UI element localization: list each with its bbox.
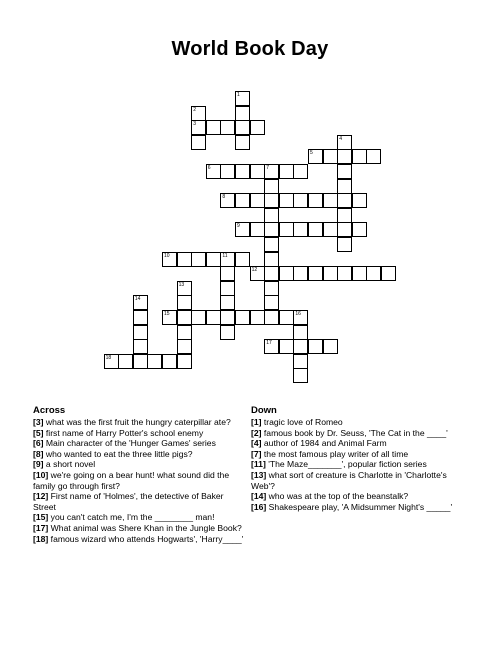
clue-number: [1] — [251, 417, 262, 427]
puzzle-title: World Book Day — [171, 38, 329, 60]
clue-number: 16 — [295, 311, 301, 317]
across-clue — [33, 417, 248, 428]
grid-cell[interactable] — [220, 193, 235, 208]
grid-cell[interactable] — [235, 310, 250, 325]
grid-cell[interactable] — [279, 266, 294, 281]
grid-cell[interactable] — [162, 354, 177, 369]
grid-cell[interactable] — [337, 135, 352, 150]
grid-cell[interactable] — [264, 222, 279, 237]
clue-text: Main character of the 'Hunger Games' series — [43, 438, 216, 449]
grid-cell[interactable] — [279, 164, 294, 179]
down-clue-list — [251, 417, 466, 512]
clue-text: 'The Maze_______', popular fiction series — [265, 459, 427, 470]
grid-cell[interactable] — [220, 266, 235, 281]
clue-number: [10] — [33, 469, 49, 480]
grid-cell[interactable] — [293, 310, 308, 325]
grid-cell[interactable] — [191, 252, 206, 267]
down-clue — [251, 470, 466, 491]
grid-cell[interactable] — [337, 222, 352, 237]
grid-cell[interactable] — [293, 354, 308, 369]
grid-cell[interactable] — [235, 135, 250, 150]
clue-text: first name of Harry Potter's school enemy — [43, 427, 204, 438]
clue-number: 8 — [222, 194, 226, 201]
grid-cell[interactable] — [308, 222, 323, 237]
down-clue — [251, 449, 466, 460]
grid-cell[interactable] — [177, 295, 192, 310]
across-clue — [33, 459, 248, 470]
grid-cell[interactable] — [162, 310, 177, 325]
grid-cell[interactable] — [118, 354, 133, 369]
grid-cell[interactable] — [235, 91, 250, 106]
grid-cell[interactable] — [352, 266, 367, 281]
grid-cell[interactable] — [264, 295, 279, 310]
clue-text: what sort of creature is Charlotte in 'Charlotte's Web'? — [251, 469, 447, 491]
grid-cell[interactable] — [177, 252, 192, 267]
clue-text: a short novel — [43, 459, 96, 470]
grid-cell[interactable] — [250, 310, 265, 325]
grid-cell[interactable] — [104, 354, 119, 369]
grid-cell[interactable] — [264, 281, 279, 296]
grid-cell[interactable] — [235, 164, 250, 179]
down-heading: Down — [251, 405, 277, 416]
grid-cell[interactable] — [308, 149, 323, 164]
clue-text: First name of 'Holmes', the detective of Baker Street — [33, 491, 224, 512]
clue-number: 14 — [134, 296, 141, 303]
across-clues — [33, 405, 248, 544]
clue-number: [13] — [251, 469, 267, 480]
down-clue — [251, 459, 466, 470]
grid-cell[interactable] — [177, 339, 192, 354]
grid-cell[interactable] — [220, 281, 235, 296]
grid-cell[interactable] — [206, 310, 221, 325]
clue-number: 7 — [266, 165, 269, 171]
down-clue — [251, 417, 466, 428]
across-clue — [33, 534, 248, 545]
clue-number: [2] — [251, 427, 262, 438]
grid-cell[interactable] — [206, 120, 221, 135]
clue-number: 12 — [251, 267, 258, 274]
grid-cell[interactable] — [337, 193, 352, 208]
clue-text: what was the first fruit the hungry caterpillar ate? — [43, 417, 231, 427]
clue-number: [4] — [251, 438, 262, 449]
grid-cell[interactable] — [352, 149, 367, 164]
grid-cell[interactable] — [337, 149, 352, 164]
grid-cell[interactable] — [235, 222, 250, 237]
grid-cell[interactable] — [323, 222, 338, 237]
grid-cell[interactable] — [264, 208, 279, 223]
grid-cell[interactable] — [293, 164, 308, 179]
clue-number: [17] — [33, 522, 49, 533]
grid-cell[interactable] — [220, 325, 235, 340]
clue-number: 1 — [237, 92, 240, 98]
grid-cell[interactable] — [279, 310, 294, 325]
clue-number: 9 — [237, 223, 240, 230]
clue-number: [12] — [33, 491, 49, 502]
grid-cell[interactable] — [220, 295, 235, 310]
clue-number: 11 — [222, 252, 228, 259]
clue-number: [5] — [33, 427, 44, 438]
clue-number: [8] — [33, 448, 44, 459]
grid-cell[interactable] — [177, 325, 192, 340]
grid-cell[interactable] — [337, 266, 352, 281]
grid-cell[interactable] — [250, 193, 265, 208]
grid-cell[interactable] — [264, 179, 279, 194]
clue-text: we're going on a bear hunt! what sound did the family go through first? — [33, 469, 230, 491]
grid-cell[interactable] — [352, 193, 367, 208]
grid-cell[interactable] — [133, 325, 148, 340]
grid-cell[interactable] — [264, 266, 279, 281]
grid-cell[interactable] — [308, 266, 323, 281]
grid-cell[interactable] — [250, 266, 265, 281]
clue-number: 3 — [193, 121, 196, 128]
down-clue — [251, 428, 466, 439]
grid-cell[interactable] — [308, 193, 323, 208]
clue-text: famous wizard who attends Hogwarts', 'Harry____' — [48, 533, 244, 544]
across-clue — [33, 491, 248, 512]
grid-cell[interactable] — [323, 193, 338, 208]
clue-number: 15 — [164, 311, 170, 317]
grid-cell[interactable] — [323, 339, 338, 354]
grid-cell[interactable] — [162, 252, 177, 267]
grid-cell[interactable] — [337, 208, 352, 223]
clue-number: [9] — [33, 459, 44, 470]
clue-text: you can't catch me, I'm the ________ man! — [48, 512, 215, 523]
grid-cell[interactable] — [220, 164, 235, 179]
grid-cell[interactable] — [250, 222, 265, 237]
grid-cell[interactable] — [235, 120, 250, 135]
clue-text: Shakespeare play, 'A Midsummer Night's _____' — [266, 501, 453, 512]
clue-number: [7] — [251, 448, 262, 459]
grid-cell[interactable] — [381, 266, 396, 281]
grid-cell[interactable] — [191, 120, 206, 135]
grid-cell[interactable] — [133, 295, 148, 310]
grid-cell[interactable] — [293, 193, 308, 208]
clue-text: who was at the top of the beanstalk? — [266, 491, 409, 502]
clue-text: What animal was Shere Khan in the Jungle Book? — [48, 522, 242, 533]
clue-number: 18 — [105, 354, 112, 361]
across-clue — [33, 449, 248, 460]
grid-cell[interactable] — [191, 106, 206, 121]
grid-cell[interactable] — [220, 310, 235, 325]
grid-cell[interactable] — [177, 310, 192, 325]
grid-cell[interactable] — [279, 193, 294, 208]
clue-number: [14] — [251, 491, 267, 502]
clue-number: [3] — [33, 417, 44, 427]
grid-cell[interactable] — [264, 193, 279, 208]
down-clue — [251, 502, 466, 513]
grid-cell[interactable] — [133, 339, 148, 354]
grid-cell[interactable] — [293, 325, 308, 340]
grid-cell[interactable] — [293, 222, 308, 237]
grid-cell[interactable] — [337, 179, 352, 194]
grid-cell[interactable] — [366, 266, 381, 281]
across-clue — [33, 512, 248, 523]
clue-number: 2 — [193, 106, 196, 113]
grid-cell[interactable] — [293, 368, 308, 383]
clue-number: [11] — [251, 459, 266, 470]
grid-cell[interactable] — [337, 164, 352, 179]
down-clues — [251, 405, 466, 512]
clue-number: 10 — [164, 252, 170, 259]
down-clue — [251, 491, 466, 502]
clue-number: 13 — [178, 281, 185, 288]
clue-text: the most famous play writer of all time — [261, 448, 409, 459]
clue-number: 6 — [207, 165, 211, 171]
grid-cell[interactable] — [308, 339, 323, 354]
grid-cell[interactable] — [220, 120, 235, 135]
across-clue — [33, 470, 248, 491]
grid-cell[interactable] — [264, 339, 279, 354]
clue-number: [15] — [33, 512, 49, 523]
grid-cell[interactable] — [366, 149, 381, 164]
clue-number: 5 — [310, 150, 313, 157]
grid-cell[interactable] — [293, 266, 308, 281]
across-clue — [33, 523, 248, 534]
grid-cell[interactable] — [279, 222, 294, 237]
grid-cell[interactable] — [177, 354, 192, 369]
clue-number: 4 — [339, 135, 342, 142]
grid-cell[interactable] — [133, 310, 148, 325]
clue-text: who wanted to eat the three little pigs? — [43, 448, 193, 459]
across-clue-list — [33, 417, 248, 544]
clue-number: [16] — [251, 501, 267, 512]
across-heading: Across — [33, 405, 66, 416]
grid-cell[interactable] — [264, 237, 279, 252]
grid-cell[interactable] — [220, 252, 235, 267]
grid-cell[interactable] — [279, 339, 294, 354]
clue-number: [18] — [33, 533, 49, 544]
across-clue — [33, 438, 248, 449]
grid-cell[interactable] — [235, 252, 250, 267]
grid-cell[interactable] — [250, 120, 265, 135]
grid-cell[interactable] — [293, 339, 308, 354]
grid-cell[interactable] — [206, 252, 221, 267]
grid-cell[interactable] — [264, 164, 279, 179]
grid-cell[interactable] — [250, 164, 265, 179]
grid-cell[interactable] — [337, 237, 352, 252]
clue-number: [6] — [33, 438, 44, 449]
grid-cell[interactable] — [264, 310, 279, 325]
grid-cell[interactable] — [147, 354, 162, 369]
grid-cell[interactable] — [191, 310, 206, 325]
grid-cell[interactable] — [235, 193, 250, 208]
across-clue — [33, 428, 248, 439]
clue-text: tragic love of Romeo — [261, 417, 343, 427]
grid-cell[interactable] — [235, 106, 250, 121]
grid-cell[interactable] — [323, 149, 338, 164]
clue-text: famous book by Dr. Seuss, 'The Cat in the ____' — [261, 427, 448, 438]
grid-cell[interactable] — [264, 252, 279, 267]
grid-cell[interactable] — [352, 222, 367, 237]
clue-number: 17 — [266, 340, 272, 347]
grid-cell[interactable] — [323, 266, 338, 281]
grid-cell[interactable] — [206, 164, 221, 179]
down-clue — [251, 438, 466, 449]
grid-cell[interactable] — [177, 281, 192, 296]
clue-text: author of 1984 and Animal Farm — [261, 438, 387, 449]
grid-cell[interactable] — [133, 354, 148, 369]
grid-cell[interactable] — [191, 135, 206, 150]
